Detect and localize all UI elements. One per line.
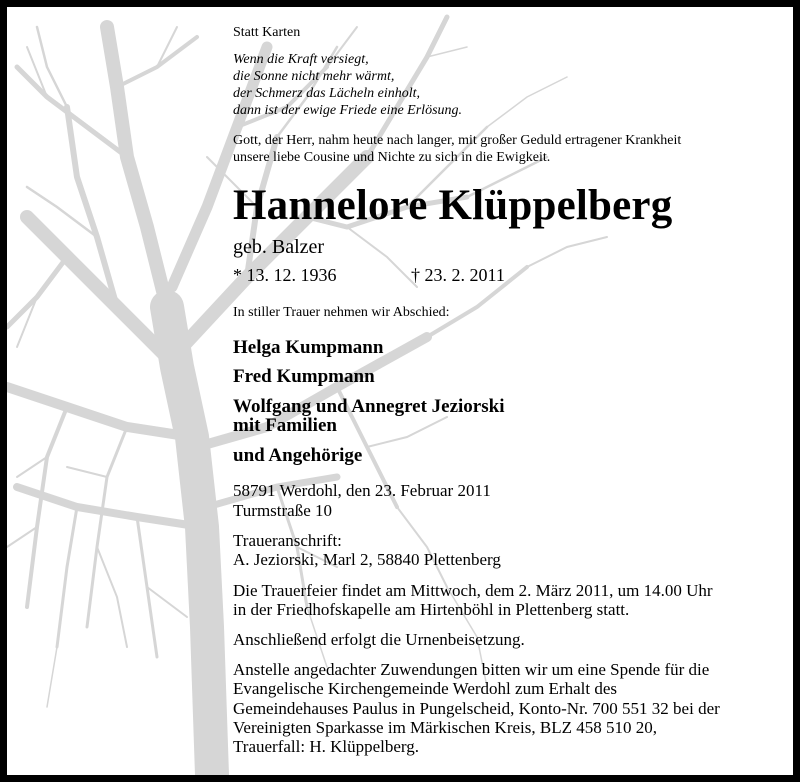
donation-line: Anstelle angedachter Zuwendungen bitten wir um eine Spende für die: [233, 660, 710, 679]
donation-line: Trauerfall: H. Klüppelberg.: [233, 737, 420, 756]
address-label: Traueranschrift:: [233, 531, 342, 550]
donation-line: Vereinigten Sparkasse im Märkischen Kreis, BLZ 458 510 20,: [233, 718, 657, 737]
mourner-name: Wolfgang und Annegret Jeziorski: [233, 396, 505, 417]
burial-info: Anschließend erfolgt die Urnenbeisetzung.: [233, 630, 525, 649]
intro-line: Gott, der Herr, nahm heute nach langer, mit großer Geduld ertragener Krankheit: [233, 133, 682, 148]
poem-line: Wenn die Kraft versiegt,: [233, 52, 369, 67]
poem-line: der Schmerz das Lächeln einholt,: [233, 86, 421, 101]
mourner-name: Helga Kumpmann: [233, 337, 384, 358]
death-date: † 23. 2. 2011: [411, 265, 505, 285]
ceremony-line: Die Trauerfeier findet am Mittwoch, dem 2. März 2011, um 14.00 Uhr: [233, 581, 713, 600]
address-line: A. Jeziorski, Marl 2, 58840 Plettenberg: [233, 550, 501, 569]
maiden-name: geb. Balzer: [233, 236, 325, 258]
mourner-name: Fred Kumpmann: [233, 366, 375, 387]
intro-line: unsere liebe Cousine und Nichte zu sich in die Ewigkeit.: [233, 150, 551, 165]
mourner-name: und Angehörige: [233, 445, 363, 466]
birth-date: * 13. 12. 1936: [233, 265, 337, 285]
donation-line: Evangelische Kirchengemeinde Werdohl zum Erhalt des: [233, 679, 617, 698]
donation-line: Gemeindehauses Paulus in Pungelscheid, Konto-Nr. 700 551 32 bei der: [233, 699, 720, 718]
street-line: Turmstraße 10: [233, 501, 333, 520]
header-text: Statt Karten: [233, 25, 301, 40]
ceremony-line: in der Friedhofskapelle am Hirtenböhl in Plettenberg statt.: [233, 600, 630, 619]
mourner-name: mit Familien: [233, 415, 337, 436]
mourning-line: In stiller Trauer nehmen wir Abschied:: [233, 305, 450, 320]
poem-line: die Sonne nicht mehr wärmt,: [233, 69, 395, 84]
deceased-name: Hannelore Klüppelberg: [233, 182, 673, 229]
poem-line: dann ist der ewige Friede eine Erlösung.: [233, 103, 463, 118]
place-date-line: 58791 Werdohl, den 23. Februar 2011: [233, 481, 491, 500]
obituary-card: [7, 7, 793, 775]
